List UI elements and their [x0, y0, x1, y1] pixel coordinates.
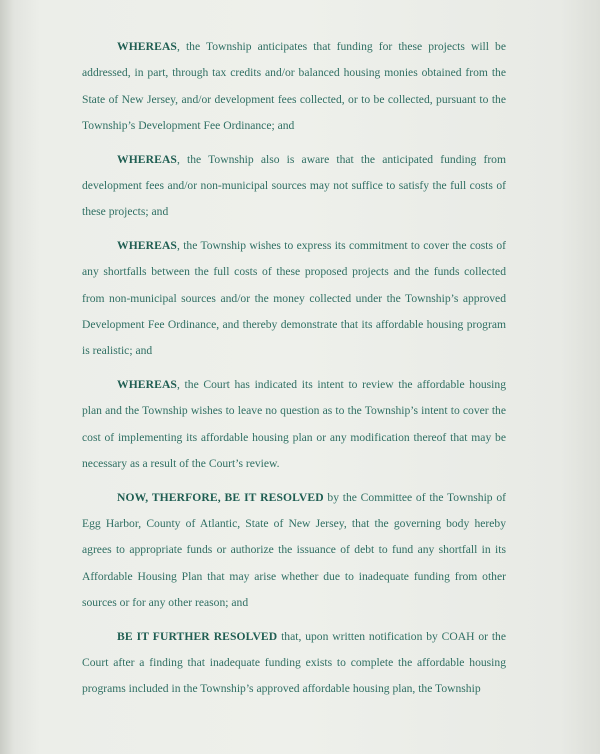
- paragraph-lead: BE IT FURTHER RESOLVED: [117, 629, 278, 643]
- paragraph-lead: WHEREAS: [117, 152, 177, 166]
- paragraph-text: by the Committee of the Township of Egg Harbor, County of Atlantic, State of New Jersey, that the governing body hereby agrees to appropriate funds or authorize the issuance of debt to fund any shortfall in its Affordable Housing Plan that may arise whether due to inadequate funding from other sources or for any other reason; and: [82, 490, 507, 609]
- paragraph-text: that, upon written notification by COAH or the Court after a finding that inadequate funding exists to complete the affordable housing programs included in the Township’s approved affordable housing plan, the Township: [82, 629, 507, 696]
- paragraph-2: [82, 147, 506, 226]
- paragraph-text: , the Township anticipates that funding for these projects will be addressed, in part, through tax credits and/or balanced housing monies obtained from the State of New Jersey, and/or development fees collected, or to be collected, pursuant to the Township’s Development Fee Ordinance; and: [82, 40, 506, 132]
- paragraph-lead: WHEREAS: [117, 239, 177, 253]
- paragraph-lead: WHEREAS: [117, 378, 177, 392]
- document-body: [82, 34, 506, 710]
- paragraph-text: , the Township wishes to express its commitment to cover the costs of any shortfalls between the full costs of these proposed projects and the funds collected from non-municipal sources and/or the money collected under the Township’s approved Development Fee Ordinance, and thereby demonstrate that its affordable housing program is realistic; and: [82, 239, 506, 358]
- paragraph-3: [82, 233, 506, 364]
- paragraph-6: [82, 624, 506, 703]
- paragraph-5: [82, 485, 506, 616]
- paragraph-text: , the Township also is aware that the anticipated funding from development fees and/or non-municipal sources may not suffice to satisfy the full costs of these projects; and: [82, 152, 506, 219]
- paragraph-1: [82, 34, 506, 139]
- paragraph-4: [82, 372, 506, 477]
- paragraph-lead: NOW, THERFORE, BE IT RESOLVED: [117, 490, 324, 504]
- paragraph-lead: WHEREAS: [117, 40, 177, 53]
- paragraph-text: , the Court has indicated its intent to review the affordable housing plan and the Township wishes to leave no question as to the Township’s intent to cover the cost of implementing its affordable housing plan or any modification thereof that may be necessary as a result of the Court’s review.: [82, 378, 506, 470]
